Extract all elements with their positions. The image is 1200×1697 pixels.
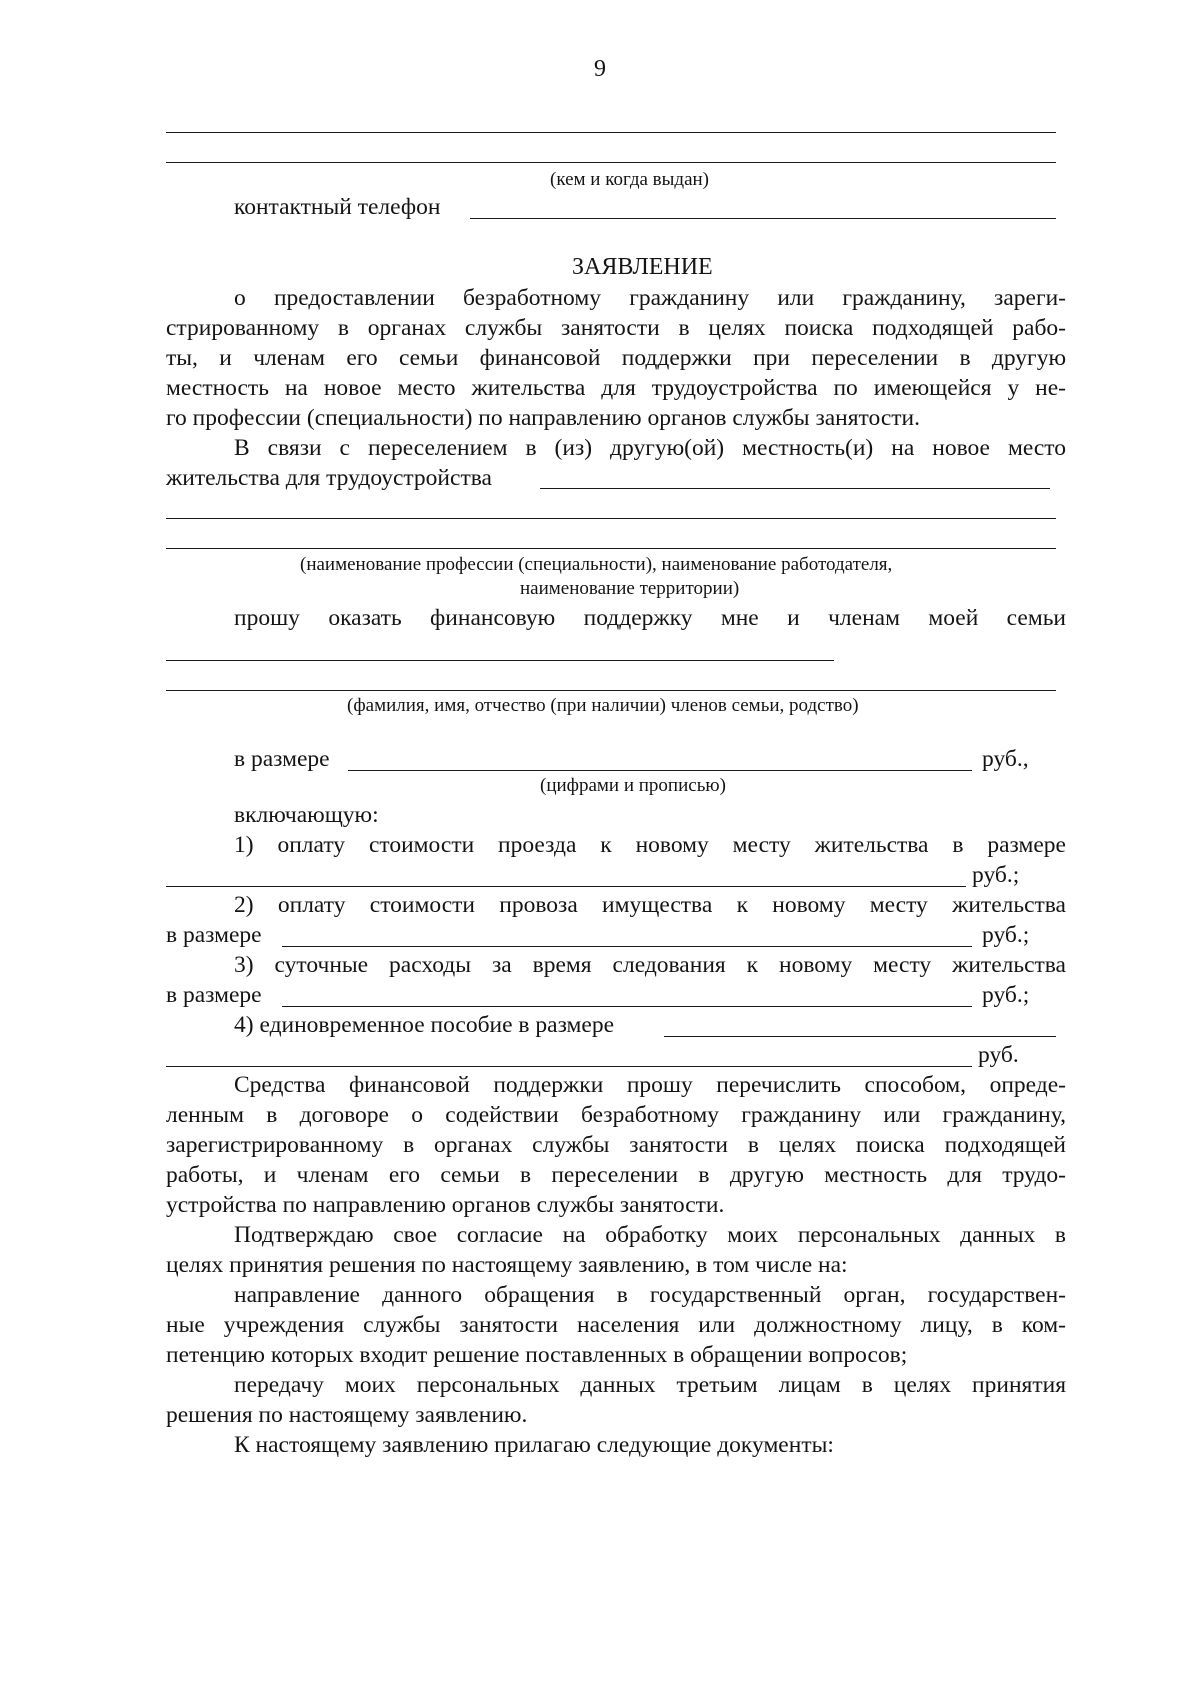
item-3-text: 3) суточные расходы за время следования к новому месту жительства	[234, 952, 1066, 978]
relocation-line-2: жительства для трудоустройства	[166, 465, 492, 491]
transfer-line-5: устройства по направлению органов службы занятости.	[166, 1192, 725, 1218]
relocation-field-line[interactable]	[540, 488, 1050, 489]
consent-line-2: целях принятия решения по настоящему заявлению, в том числе на:	[166, 1252, 848, 1278]
item-2-field-line[interactable]	[282, 946, 972, 947]
amount-field-line[interactable]	[348, 770, 972, 771]
profession-line-1[interactable]	[166, 518, 1056, 519]
item-1-text: 1) оплату стоимости проезда к новому месту жительства в размере	[234, 832, 1066, 858]
amount-label: в размере	[234, 746, 330, 772]
document-title: ЗАЯВЛЕНИЕ	[572, 254, 713, 280]
issued-by-line-2[interactable]	[166, 162, 1056, 163]
item-3-label: в размере	[166, 982, 262, 1008]
item-4-field-line-2[interactable]	[166, 1066, 972, 1067]
item-2-text: 2) оплату стоимости провоза имущества к новому месту жительства	[234, 892, 1066, 918]
item-3-rub: руб.;	[982, 982, 1030, 1008]
amount-caption: (цифрами и прописью)	[540, 775, 726, 796]
transfer-line-3: зарегистрированному в органах службы занятости в целях поиска подходящей	[166, 1132, 1066, 1158]
item-2-rub: руб.;	[982, 922, 1030, 948]
direction-line-2: ные учреждения службы занятости населения или должностному лицу, в ком-	[166, 1312, 1066, 1338]
item-4-text: 4) единовременное пособие в размере	[234, 1012, 615, 1038]
direction-line-1: направление данного обращения в государственный орган, государствен-	[234, 1282, 1066, 1308]
phone-label: контактный телефон	[234, 194, 441, 220]
direction-line-3: петенцию которых входит решение поставленных в обращении вопросов;	[166, 1342, 908, 1368]
transfer-line-4: работы, и членам его семьи в переселении в другую местность для трудо-	[166, 1162, 1066, 1188]
item-1-rub: руб.;	[972, 862, 1020, 888]
profession-caption-2: наименование территории)	[520, 578, 740, 599]
issued-by-line-1[interactable]	[166, 132, 1056, 133]
profession-line-2[interactable]	[166, 548, 1056, 549]
item-1-field-line[interactable]	[166, 886, 966, 887]
item-4-field-line-1[interactable]	[664, 1036, 1056, 1037]
intro-line-2: стрированному в органах службы занятости в целях поиска подходящей рабо-	[166, 315, 1066, 341]
family-line-2[interactable]	[166, 690, 1056, 691]
amount-rub: руб.,	[982, 746, 1029, 772]
intro-line-3: ты, и членам его семьи финансовой поддержки при переселении в другую	[166, 345, 1066, 371]
item-2-label: в размере	[166, 922, 262, 948]
including-label: включающую:	[234, 802, 379, 828]
relocation-line-1: В связи с переселением в (из) другую(ой) местность(и) на новое место	[234, 435, 1066, 461]
phone-field-line[interactable]	[470, 218, 1056, 219]
transfer-data-line-2: решения по настоящему заявлению.	[166, 1402, 528, 1428]
profession-caption-1: (наименование профессии (специальности), наименование работодателя,	[300, 554, 893, 575]
transfer-line-1: Средства финансовой поддержки прошу перечислить способом, опреде-	[234, 1072, 1066, 1098]
item-3-field-line[interactable]	[282, 1006, 972, 1007]
page-number: 9	[594, 56, 606, 82]
item-4-rub: руб.	[978, 1042, 1019, 1068]
intro-line-5: го профессии (специальности) по направлению органов службы занятости.	[166, 405, 921, 431]
transfer-data-line-1: передачу моих персональных данных третьим лицам в целях принятия	[234, 1372, 1066, 1398]
transfer-line-2: ленным в договоре о содействии безработному гражданину или гражданину,	[166, 1102, 1066, 1128]
attachments-line: К настоящему заявлению прилагаю следующие документы:	[234, 1432, 834, 1458]
intro-line-1: о предоставлении безработному гражданину или гражданину, зареги-	[234, 285, 1066, 311]
request-line: прошу оказать финансовую поддержку мне и членам моей семьи	[234, 605, 1066, 631]
family-line-1[interactable]	[166, 660, 834, 661]
issued-by-caption: (кем и когда выдан)	[550, 169, 710, 190]
intro-line-4: местность на новое место жительства для трудоустройства по имеющейся у не-	[166, 375, 1066, 401]
consent-line-1: Подтверждаю свое согласие на обработку моих персональных данных в	[234, 1222, 1066, 1248]
family-caption: (фамилия, имя, отчество (при наличии) членов семьи, родство)	[347, 695, 859, 716]
